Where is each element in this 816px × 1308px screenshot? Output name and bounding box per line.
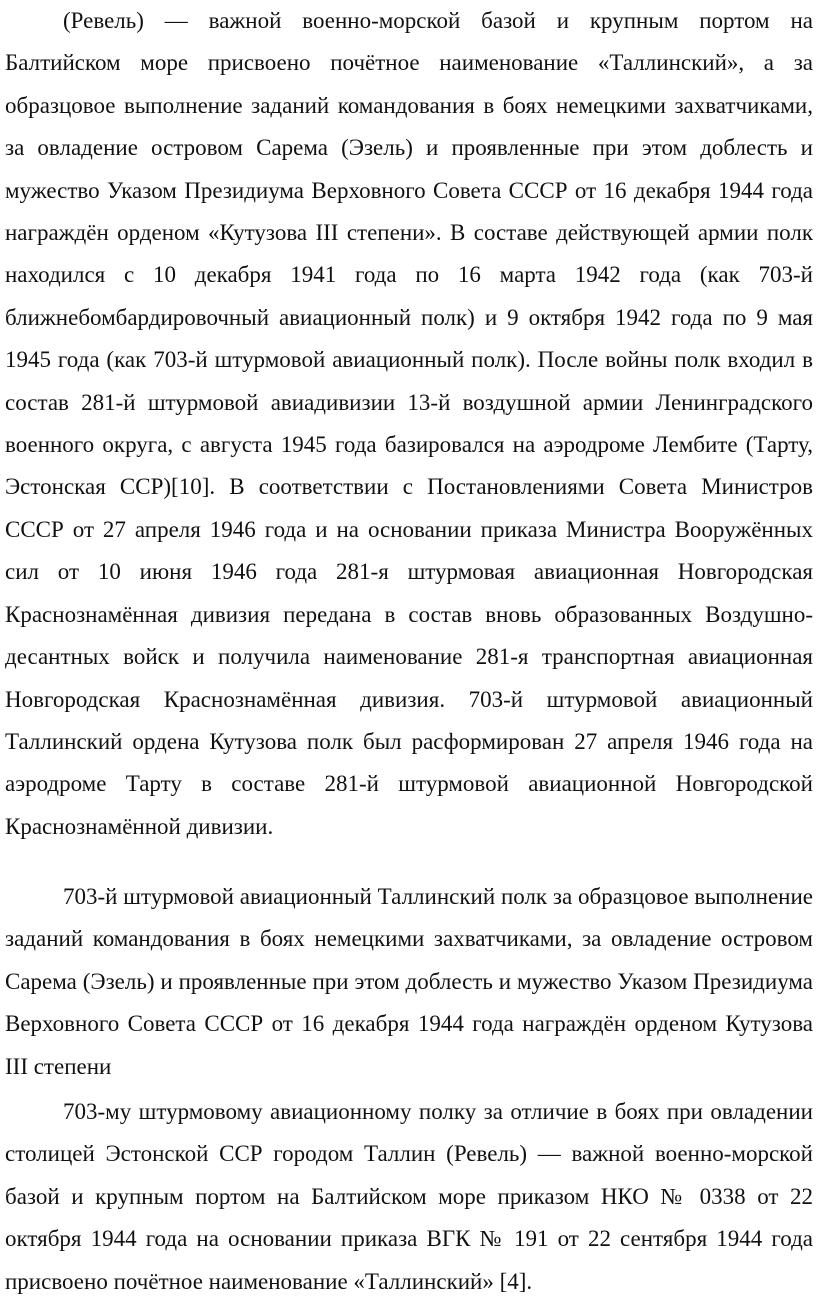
paragraph-regiment-history: (Ревель) — важной военно-морской базой и крупным портом на Балтийском море присвоено почётное наименование «Таллинский», а за образцовое выполнение заданий командования в боях немецкими захватчиками, за овладение островом Сарема (Эзель) и проявленные при этом доблесть и мужество Указом Президиума Верховного Совета СССР от 16 декабря 1944 года награждён орденом «Кутузова III степени». В составе действующей армии полк находился с 10 декабря 1941 года по 16 марта 1942 года (как 703-й ближнебомбардировочный авиационный полк) и 9 октября 1942 года по 9 мая 1945 года (как 703-й штурмовой авиационный полк). После войны полк входил в состав 281-й штурмовой авиадивизии 13-й воздушной армии Ленинградского военного округа, с августа 1945 года базировался на аэродроме Лембите (Тарту, Эстонская ССР)[10]. В соответствии с Постановлениями Совета Министров СССР от 27 апреля 1946 года и на основании приказа Министра Вооружённых сил от 10 июня 1946 года 281-я штурмовая авиационная Новгородская Краснознамённая дивизия передана в состав вновь образованных Воздушно-десантных войск и получила наименование 281-я транспортная авиационная Новгородская Краснознамённая дивизия. 703-й штурмовой авиационный Таллинский ордена Кутузова полк был расформирован 27 апреля 1946 года на аэродроме Тарту в составе 281-й штурмовой авиационной Новгородской Краснознамённой дивизии. xyxy=(5,8,813,839)
paragraph-kutuzov-order: 703-й штурмовой авиационный Таллинский полк за образцовое выполнение заданий командования в боях немецкими захватчиками, за овладение островом Сарема (Эзель) и проявленные при этом доблесть и мужество Указом Президиума Верховного Совета СССР от 16 декабря 1944 года награждён орденом Кутузова III степени xyxy=(5,884,813,1079)
paragraph-tallinn-title: 703-му штурмовому авиационному полку за отличие в боях при овладении столицей Эстонской ССР городом Таллин (Ревель) — важной военно-морской базой и крупным портом на Балтийском море приказом НКО № 0338 от 22 октября 1944 года на основании приказа ВГК № 191 от 22 сентября 1944 года присвоено почётное наименование «Таллинский» [4]. xyxy=(5,1099,813,1294)
